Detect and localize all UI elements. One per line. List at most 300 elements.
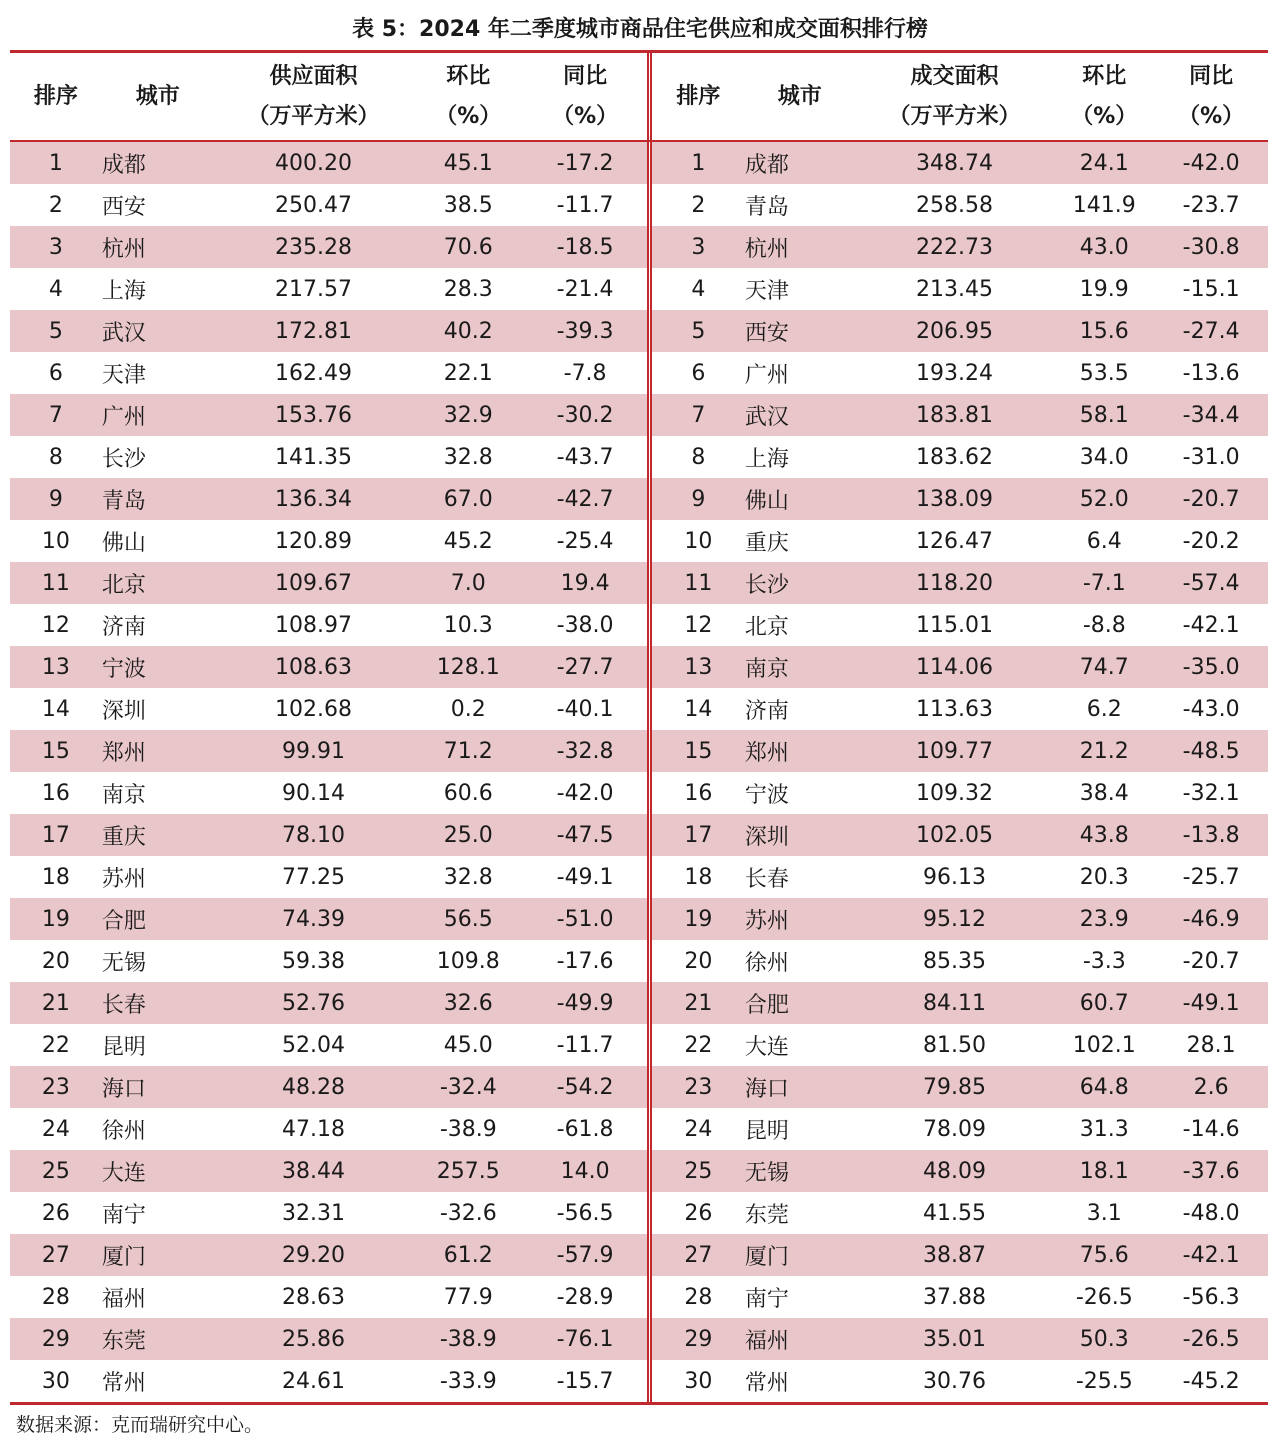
yoy-cell: -46.9 [1182,906,1240,932]
qoq-cell: 58.1 [1079,402,1129,428]
rank-cell: 30 [684,1368,713,1394]
rank-cell: 13 [41,654,70,680]
city-cell: 佛山 [744,488,789,514]
rank-cell: 23 [41,1074,70,1100]
qoq-cell: 38.4 [1079,780,1129,806]
rank-cell: 8 [48,444,63,470]
city-cell: 厦门 [744,1244,789,1270]
yoy-cell: -31.0 [1182,444,1240,470]
table-row [10,856,1268,898]
city-cell: 重庆 [101,824,146,850]
yoy-cell: -57.9 [556,1242,614,1268]
header-city-right: 城市 [777,83,822,109]
rank-cell: 18 [41,864,70,890]
supply-area-cell: 109.67 [275,570,353,596]
qoq-cell: 20.3 [1079,864,1129,890]
sales-area-cell: 109.32 [916,780,994,806]
yoy-cell: -21.4 [556,276,614,302]
sales-area-cell: 193.24 [916,360,994,386]
supply-area-cell: 108.63 [275,654,353,680]
qoq-cell: 25.0 [443,822,493,848]
rank-cell: 10 [41,528,70,554]
sales-area-cell: 78.09 [923,1116,987,1142]
yoy-cell: -25.4 [556,528,614,554]
table-row [10,520,1268,562]
qoq-cell: 52.0 [1079,486,1129,512]
yoy-cell: -47.5 [556,822,614,848]
header-qoq-right: 环比 （%） [1071,63,1138,129]
table-row [10,772,1268,814]
yoy-cell: -48.0 [1182,1200,1240,1226]
header-rank-right: 排序 [676,83,721,109]
table-row [10,268,1268,310]
qoq-cell: 45.1 [443,150,493,176]
rank-cell: 12 [41,612,70,638]
table-row [10,730,1268,772]
qoq-cell: 75.6 [1079,1242,1129,1268]
yoy-cell: -25.7 [1182,864,1240,890]
supply-area-cell: 48.28 [282,1074,346,1100]
rank-cell: 5 [48,318,63,344]
yoy-cell: -42.1 [1182,612,1240,638]
table-row [10,982,1268,1024]
rank-cell: 6 [48,360,63,386]
qoq-cell: 40.2 [443,318,493,344]
rank-cell: 7 [691,402,706,428]
supply-area-cell: 90.14 [282,780,346,806]
qoq-cell: 7.0 [450,570,486,596]
qoq-cell: -38.9 [439,1116,497,1142]
table-row [10,1066,1268,1108]
city-cell: 西安 [744,320,789,346]
rank-cell: 8 [691,444,706,470]
table-bottom-rule [10,1402,1268,1405]
rank-cell: 16 [684,780,713,806]
table-row [10,646,1268,688]
city-cell: 武汉 [744,404,789,430]
table-row [10,394,1268,436]
rank-cell: 19 [41,906,70,932]
city-cell: 合肥 [101,908,146,934]
sales-area-cell: 41.55 [923,1200,987,1226]
table-row [10,1192,1268,1234]
rank-cell: 11 [41,570,70,596]
yoy-cell: -32.8 [556,738,614,764]
city-cell: 昆明 [744,1118,789,1144]
rank-cell: 6 [691,360,706,386]
city-cell: 东莞 [101,1328,146,1354]
qoq-cell: 31.3 [1079,1116,1129,1142]
yoy-cell: -56.5 [556,1200,614,1226]
qoq-cell: -26.5 [1075,1284,1133,1310]
supply-area-cell: 52.76 [282,990,346,1016]
yoy-cell: -13.6 [1182,360,1240,386]
sales-area-cell: 37.88 [923,1284,987,1310]
yoy-cell: -27.7 [556,654,614,680]
qoq-cell: 38.5 [443,192,493,218]
sales-area-cell: 118.20 [916,570,994,596]
yoy-cell: -18.5 [556,234,614,260]
table-row [10,184,1268,226]
data-source-note: 数据来源：克而瑞研究中心。 [16,1414,264,1436]
qoq-cell: 10.3 [443,612,493,638]
yoy-cell: -37.6 [1182,1158,1240,1184]
rank-cell: 21 [41,990,70,1016]
supply-area-cell: 32.31 [282,1200,346,1226]
qoq-cell: 32.8 [443,444,493,470]
yoy-cell: 14.0 [560,1158,610,1184]
rank-cell: 4 [48,276,63,302]
sales-area-cell: 222.73 [916,234,994,260]
yoy-cell: -45.2 [1182,1368,1240,1394]
qoq-cell: 102.1 [1072,1032,1136,1058]
city-cell: 杭州 [101,236,146,262]
rank-cell: 24 [684,1116,713,1142]
city-cell: 成都 [744,152,789,178]
qoq-cell: -25.5 [1075,1368,1133,1394]
city-cell: 济南 [101,614,146,640]
supply-area-cell: 47.18 [282,1116,346,1142]
sales-area-cell: 81.50 [923,1032,987,1058]
rank-cell: 29 [684,1326,713,1352]
supply-area-cell: 52.04 [282,1032,346,1058]
qoq-cell: 74.7 [1079,654,1129,680]
supply-area-cell: 74.39 [282,906,346,932]
rank-cell: 13 [684,654,713,680]
rank-cell: 1 [48,150,63,176]
table-row [10,1108,1268,1150]
supply-area-cell: 28.63 [282,1284,346,1310]
qoq-cell: 34.0 [1079,444,1129,470]
supply-area-cell: 235.28 [275,234,353,260]
sales-area-cell: 138.09 [916,486,994,512]
supply-area-cell: 59.38 [282,948,346,974]
city-cell: 郑州 [101,740,146,766]
supply-area-cell: 29.20 [282,1242,346,1268]
table-row [10,226,1268,268]
table-row [10,1150,1268,1192]
city-cell: 南京 [101,782,146,808]
header-supply-area: 供应面积 （万平方米） [247,63,380,129]
city-cell: 青岛 [101,488,146,514]
yoy-cell: -38.0 [556,612,614,638]
city-cell: 郑州 [744,740,789,766]
header-city-left: 城市 [135,83,180,109]
city-cell: 无锡 [744,1160,789,1186]
yoy-cell: -49.1 [556,864,614,890]
rank-cell: 16 [41,780,70,806]
city-cell: 大连 [744,1034,789,1060]
city-cell: 重庆 [744,530,789,556]
qoq-cell: -33.9 [439,1368,497,1394]
qoq-cell: 0.2 [450,696,486,722]
supply-area-cell: 99.91 [282,738,346,764]
supply-area-cell: 25.86 [282,1326,346,1352]
table-row [10,310,1268,352]
table-row [10,1276,1268,1318]
city-cell: 深圳 [744,824,789,850]
sales-area-cell: 85.35 [923,948,987,974]
city-cell: 上海 [744,446,789,472]
city-cell: 北京 [744,614,789,640]
table-row [10,814,1268,856]
qoq-cell: 6.2 [1086,696,1122,722]
sales-area-cell: 35.01 [923,1326,987,1352]
qoq-cell: 50.3 [1079,1326,1129,1352]
yoy-cell: -42.7 [556,486,614,512]
qoq-cell: 32.6 [443,990,493,1016]
qoq-cell: 45.0 [443,1032,493,1058]
rank-cell: 22 [684,1032,713,1058]
rank-cell: 14 [684,696,713,722]
rank-cell: 3 [48,234,63,260]
qoq-cell: -38.9 [439,1326,497,1352]
sales-area-cell: 213.45 [916,276,994,302]
city-cell: 济南 [744,698,789,724]
yoy-cell: -20.7 [1182,948,1240,974]
rank-cell: 23 [684,1074,713,1100]
yoy-cell: 19.4 [560,570,610,596]
table-row [10,688,1268,730]
city-cell: 宁波 [744,782,789,808]
qoq-cell: 18.1 [1079,1158,1129,1184]
rank-cell: 18 [684,864,713,890]
table-body [10,142,1268,1402]
yoy-cell: -23.7 [1182,192,1240,218]
table-row [10,352,1268,394]
city-cell: 常州 [101,1370,146,1396]
city-cell: 长春 [101,992,146,1018]
yoy-cell: -17.6 [556,948,614,974]
city-cell: 成都 [101,152,146,178]
rank-cell: 10 [684,528,713,554]
rank-cell: 28 [684,1284,713,1310]
yoy-cell: -28.9 [556,1284,614,1310]
yoy-cell: -48.5 [1182,738,1240,764]
yoy-cell: -40.1 [556,696,614,722]
yoy-cell: -30.2 [556,402,614,428]
supply-area-cell: 108.97 [275,612,353,638]
city-cell: 福州 [101,1286,146,1312]
qoq-cell: 15.6 [1079,318,1129,344]
rank-cell: 15 [684,738,713,764]
yoy-cell: -76.1 [556,1326,614,1352]
table-row [10,604,1268,646]
yoy-cell: -14.6 [1182,1116,1240,1142]
table-row [10,562,1268,604]
supply-area-cell: 141.35 [275,444,353,470]
rank-cell: 29 [41,1326,70,1352]
qoq-cell: 141.9 [1072,192,1136,218]
table-title: 表 5：2024 年二季度城市商品住宅供应和成交面积排行榜 [352,17,928,42]
qoq-cell: 109.8 [436,948,500,974]
rank-cell: 26 [684,1200,713,1226]
yoy-cell: -42.1 [1182,1242,1240,1268]
yoy-cell: -30.8 [1182,234,1240,260]
rank-cell: 20 [41,948,70,974]
qoq-cell: 70.6 [443,234,493,260]
table-row [10,1360,1268,1402]
city-cell: 苏州 [744,908,789,934]
header-qoq-left: 环比 （%） [435,63,502,129]
supply-area-cell: 250.47 [275,192,353,218]
yoy-cell: -35.0 [1182,654,1240,680]
table-row [10,1024,1268,1066]
qoq-cell: 21.2 [1079,738,1129,764]
qoq-cell: 43.8 [1079,822,1129,848]
qoq-cell: -7.1 [1082,570,1126,596]
qoq-cell: -32.6 [439,1200,497,1226]
city-cell: 东莞 [744,1202,789,1228]
rank-cell: 1 [691,150,706,176]
yoy-cell: -32.1 [1182,780,1240,806]
header-yoy-left: 同比 （%） [552,63,619,129]
city-cell: 海口 [101,1076,146,1102]
yoy-cell: -49.9 [556,990,614,1016]
qoq-cell: 61.2 [443,1242,493,1268]
yoy-cell: -42.0 [1182,150,1240,176]
city-cell: 福州 [744,1328,789,1354]
city-cell: 广州 [744,362,789,388]
yoy-cell: -51.0 [556,906,614,932]
table-row [10,436,1268,478]
qoq-cell: 6.4 [1086,528,1122,554]
qoq-cell: -32.4 [439,1074,497,1100]
supply-area-cell: 24.61 [282,1368,346,1394]
city-cell: 合肥 [744,992,789,1018]
table-row [10,1234,1268,1276]
yoy-cell: -42.0 [556,780,614,806]
yoy-cell: -57.4 [1182,570,1240,596]
yoy-cell: -54.2 [556,1074,614,1100]
supply-area-cell: 172.81 [275,318,353,344]
city-cell: 佛山 [101,530,146,556]
sales-area-cell: 113.63 [916,696,994,722]
sales-area-cell: 30.76 [923,1368,987,1394]
city-cell: 长春 [744,866,789,892]
city-cell: 厦门 [101,1244,146,1270]
yoy-cell: -56.3 [1182,1284,1240,1310]
rank-cell: 22 [41,1032,70,1058]
qoq-cell: 128.1 [436,654,500,680]
qoq-cell: 3.1 [1086,1200,1122,1226]
qoq-cell: -8.8 [1082,612,1126,638]
city-cell: 广州 [101,404,146,430]
rank-cell: 27 [684,1242,713,1268]
city-cell: 无锡 [101,950,146,976]
yoy-cell: -26.5 [1182,1326,1240,1352]
table-row [10,478,1268,520]
yoy-cell: -43.0 [1182,696,1240,722]
city-cell: 北京 [101,572,146,598]
yoy-cell: -27.4 [1182,318,1240,344]
supply-area-cell: 120.89 [275,528,353,554]
yoy-cell: -17.2 [556,150,614,176]
header-sales-area: 成交面积 （万平方米） [888,63,1021,129]
rank-cell: 27 [41,1242,70,1268]
rank-cell: 9 [48,486,63,512]
supply-area-cell: 153.76 [275,402,353,428]
table-row [10,940,1268,982]
table-row [10,898,1268,940]
rank-cell: 15 [41,738,70,764]
yoy-cell: -15.7 [556,1368,614,1394]
qoq-cell: 64.8 [1079,1074,1129,1100]
qoq-cell: 22.1 [443,360,493,386]
rank-cell: 20 [684,948,713,974]
qoq-cell: 28.3 [443,276,493,302]
qoq-cell: 32.8 [443,864,493,890]
supply-area-cell: 38.44 [282,1158,346,1184]
supply-area-cell: 400.20 [275,150,353,176]
city-cell: 大连 [101,1160,146,1186]
sales-area-cell: 95.12 [923,906,987,932]
qoq-cell: 53.5 [1079,360,1129,386]
rank-cell: 4 [691,276,706,302]
city-cell: 常州 [744,1370,789,1396]
yoy-cell: -20.2 [1182,528,1240,554]
sales-area-cell: 109.77 [916,738,994,764]
qoq-cell: 43.0 [1079,234,1129,260]
sales-area-cell: 79.85 [923,1074,987,1100]
yoy-cell: 2.6 [1193,1074,1229,1100]
sales-area-cell: 183.81 [916,402,994,428]
supply-area-cell: 102.68 [275,696,353,722]
sales-area-cell: 96.13 [923,864,987,890]
supply-area-cell: 78.10 [282,822,346,848]
qoq-cell: 77.9 [443,1284,493,1310]
yoy-cell: -34.4 [1182,402,1240,428]
qoq-cell: 19.9 [1079,276,1129,302]
rank-cell: 30 [41,1368,70,1394]
sales-area-cell: 115.01 [916,612,994,638]
sales-area-cell: 183.62 [916,444,994,470]
supply-area-cell: 136.34 [275,486,353,512]
yoy-cell: -11.7 [556,1032,614,1058]
sales-area-cell: 114.06 [916,654,994,680]
city-cell: 青岛 [744,194,789,220]
sales-area-cell: 84.11 [923,990,987,1016]
yoy-cell: -61.8 [556,1116,614,1142]
rank-cell: 14 [41,696,70,722]
yoy-cell: -13.8 [1182,822,1240,848]
rank-cell: 24 [41,1116,70,1142]
city-cell: 天津 [744,278,789,304]
rank-cell: 19 [684,906,713,932]
city-cell: 海口 [744,1076,789,1102]
sales-area-cell: 102.05 [916,822,994,848]
rank-cell: 2 [48,192,63,218]
yoy-cell: -49.1 [1182,990,1240,1016]
qoq-cell: 56.5 [443,906,493,932]
yoy-cell: -43.7 [556,444,614,470]
qoq-cell: 24.1 [1079,150,1129,176]
city-cell: 南宁 [744,1286,789,1312]
rank-cell: 12 [684,612,713,638]
rank-cell: 5 [691,318,706,344]
rank-cell: 25 [684,1158,713,1184]
rank-cell: 11 [684,570,713,596]
city-cell: 长沙 [744,572,789,598]
city-cell: 南宁 [101,1202,146,1228]
supply-area-cell: 162.49 [275,360,353,386]
rank-cell: 21 [684,990,713,1016]
rank-cell: 17 [41,822,70,848]
city-cell: 长沙 [101,446,146,472]
city-cell: 南京 [744,656,789,682]
qoq-cell: -3.3 [1082,948,1126,974]
sales-area-cell: 348.74 [916,150,994,176]
